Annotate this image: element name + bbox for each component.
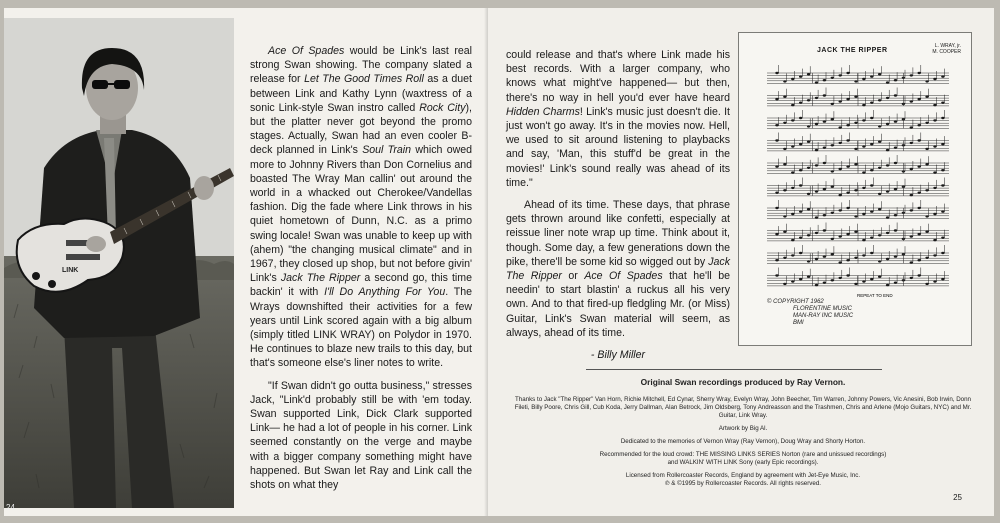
note-head xyxy=(846,259,849,261)
note-head xyxy=(831,186,834,188)
composer-line: L. WRAY, jr. xyxy=(934,43,961,49)
note-head xyxy=(886,123,889,125)
note-head xyxy=(878,99,881,101)
note-head xyxy=(854,148,857,150)
license-line: Licensed from Rollercoaster Records, England by agreement with Jet-Eye Music, Inc. xyxy=(625,472,861,479)
note-head xyxy=(799,102,802,104)
staff xyxy=(767,155,949,174)
italic-title: Hidden Charms xyxy=(506,105,580,118)
note-head xyxy=(799,278,802,280)
note-head xyxy=(807,99,810,101)
text-run: "If Swan didn't go outta business," stresses Jack, "Link'd probably still be with 'em today. Swan supported Link, Dick Clark supported Link— he had a lot of people in his corner. Link seemed constantly on the verge and maybe with a bigger company something might have happened. But Swan let Ray and Link call the shots on what they xyxy=(250,379,472,492)
note-head xyxy=(894,282,897,284)
note-head xyxy=(941,237,944,239)
note-head xyxy=(910,100,913,102)
italic-title: I'll Do Anything For You xyxy=(324,286,446,299)
note-head xyxy=(854,189,857,191)
note-head xyxy=(910,194,913,196)
note-head xyxy=(807,125,810,127)
note-head xyxy=(839,142,842,144)
note-head xyxy=(925,96,928,98)
note-head xyxy=(886,284,889,286)
note-head xyxy=(815,216,818,218)
man-with-guitar-illustration xyxy=(4,18,234,508)
note-head xyxy=(783,215,786,217)
note-head xyxy=(831,118,834,120)
divider xyxy=(586,369,882,370)
note-head xyxy=(839,168,842,170)
note-head xyxy=(933,280,936,282)
note-head xyxy=(823,229,826,231)
note-head xyxy=(807,234,810,236)
note-head xyxy=(799,237,802,239)
note-head xyxy=(846,165,849,167)
note-head xyxy=(925,122,928,124)
note-head xyxy=(775,207,778,209)
note-head xyxy=(854,231,857,233)
note-head xyxy=(941,210,944,212)
handwritten-line: © COPYRIGHT 1962 xyxy=(767,299,824,305)
note-head xyxy=(783,148,786,150)
note-head xyxy=(775,72,778,74)
note-head xyxy=(870,237,873,239)
note-head xyxy=(823,147,826,149)
note-head xyxy=(791,213,794,215)
note-head xyxy=(839,209,842,211)
note-head xyxy=(846,139,849,141)
note-head xyxy=(925,257,928,259)
note-head xyxy=(775,192,778,194)
note-head xyxy=(886,81,889,83)
note-head xyxy=(846,274,849,276)
note-head xyxy=(815,284,818,286)
note-head xyxy=(878,125,881,127)
note-head xyxy=(918,259,921,261)
italic-title: Rock City xyxy=(419,101,466,114)
note-head xyxy=(894,214,897,216)
note-head xyxy=(918,72,921,74)
note-head xyxy=(878,141,881,143)
note-head xyxy=(815,97,818,99)
author-signature: - Billy Miller xyxy=(590,349,646,362)
note-head xyxy=(839,126,842,128)
note-head xyxy=(775,98,778,100)
credits-thanks: Thanks to Jack "The Ripper" Van Horn, Richie Mitchell, Ed Cynar, Sherry Wray, Evelyn Wray, John Beecher, Tim Warren, Johnny Powers, Vic Anesini, Bob Irwin, Donn Fileti, Billy Poore, Chris Gill, Cub Koda, Jerry Dallman, Alan Betrock, Jim Oldsberg, Tony Andreasson and the Trashmen, Chris and Arlene (Mojo Guitars, NYC) and Mr. Guitar, Link Wray. xyxy=(514,396,972,419)
note-head xyxy=(799,210,802,212)
note-head xyxy=(933,119,936,121)
staff xyxy=(767,133,949,152)
note-head xyxy=(910,235,913,237)
credits-heading: Original Swan recordings produced by Ray Vernon. xyxy=(640,377,846,387)
note-head xyxy=(831,253,834,255)
note-head xyxy=(933,254,936,256)
text-run: ), but the platter never got beyond the promo stages. Actually, Swan had an even cooler B-deck planned in Link's xyxy=(250,101,472,157)
note-head xyxy=(823,79,826,81)
note-head xyxy=(870,184,873,186)
note-head xyxy=(878,167,881,169)
note-head xyxy=(862,171,865,173)
note-head xyxy=(799,169,802,171)
note-head xyxy=(791,119,794,121)
note-head xyxy=(870,102,873,104)
note-head xyxy=(783,163,786,165)
note-head xyxy=(933,187,936,189)
note-head xyxy=(854,122,857,124)
note-head xyxy=(933,78,936,80)
note-head xyxy=(775,124,778,126)
note-head xyxy=(910,74,913,76)
note-head xyxy=(894,229,897,231)
note-head xyxy=(783,80,786,82)
text-run: could release and that's where Link made his best records. With a larger company, who knows what might've happened— but then, there's no way in hell you'd ever have heard xyxy=(506,49,730,104)
note-head xyxy=(894,120,897,122)
note-head xyxy=(815,81,818,83)
note-head xyxy=(823,162,826,164)
note-head xyxy=(854,283,857,285)
note-head xyxy=(918,98,921,100)
note-head xyxy=(941,278,944,280)
note-head xyxy=(846,72,849,74)
note-head xyxy=(933,104,936,106)
note-head xyxy=(870,169,873,171)
note-head xyxy=(799,117,802,119)
note-head xyxy=(791,78,794,80)
note-head xyxy=(870,278,873,280)
note-head xyxy=(886,164,889,166)
note-head xyxy=(854,257,857,259)
left-page xyxy=(4,8,488,516)
note-head xyxy=(910,261,913,263)
right-text-column xyxy=(506,48,730,362)
staff xyxy=(767,223,949,242)
note-head xyxy=(941,184,944,186)
credits-recommended xyxy=(514,451,972,467)
staff xyxy=(767,245,949,264)
note-head xyxy=(894,188,897,190)
note-head xyxy=(886,216,889,218)
note-head xyxy=(894,94,897,96)
note-head xyxy=(775,165,778,167)
note-head xyxy=(815,123,818,125)
note-head xyxy=(941,252,944,254)
note-head xyxy=(910,209,913,211)
note-head xyxy=(878,260,881,262)
note-head xyxy=(783,122,786,124)
paragraph xyxy=(250,44,472,371)
note-head xyxy=(894,79,897,81)
note-head xyxy=(925,163,928,165)
page-number: 24 xyxy=(6,503,15,512)
note-head xyxy=(854,80,857,82)
note-head xyxy=(823,94,826,96)
note-head xyxy=(933,145,936,147)
staff xyxy=(767,178,949,197)
note-head xyxy=(815,258,818,260)
note-head xyxy=(831,144,834,146)
note-head xyxy=(815,164,818,166)
note-head xyxy=(925,231,928,233)
note-head xyxy=(925,189,928,191)
note-head xyxy=(878,234,881,236)
note-head xyxy=(925,215,928,217)
note-head xyxy=(831,103,834,105)
note-head xyxy=(886,258,889,260)
text-run: would be Link's last real strong Swan showing. The company slated a release for xyxy=(250,45,472,86)
note-head xyxy=(862,78,865,80)
note-head xyxy=(910,168,913,170)
note-head xyxy=(941,117,944,119)
guitar-label: LINK xyxy=(62,267,79,274)
note-head xyxy=(862,254,865,256)
italic-title: Jack The Ripper xyxy=(506,255,730,283)
note-head xyxy=(918,274,921,276)
note-head xyxy=(862,104,865,106)
note-head xyxy=(862,239,865,241)
note-head xyxy=(775,274,778,276)
note-head xyxy=(839,261,842,263)
text-run: or xyxy=(561,270,585,283)
sheet-music-image xyxy=(738,32,972,346)
handwritten-line: BMI xyxy=(793,320,804,326)
handwritten-line: FLORENTINE MUSIC xyxy=(793,306,853,312)
repeat-mark: REPEAT TO END xyxy=(857,293,893,298)
note-head xyxy=(791,239,794,241)
note-head xyxy=(783,189,786,191)
note-head xyxy=(831,212,834,214)
note-head xyxy=(839,235,842,237)
note-head xyxy=(862,119,865,121)
credits-artwork: Artwork by Big Al. xyxy=(718,425,768,432)
note-head xyxy=(870,75,873,77)
note-head xyxy=(791,254,794,256)
note-head xyxy=(870,210,873,212)
note-head xyxy=(799,75,802,77)
note-head xyxy=(831,77,834,79)
note-head xyxy=(807,167,810,169)
note-head xyxy=(799,252,802,254)
text-run: that he'll be needin' to start blastin' a ruckus all his very own. And to that fired-up fledgling Mr. (or Miss) Guitar, Link's Swan material will seem, as always, ahead of its time. xyxy=(506,270,731,339)
note-head xyxy=(894,255,897,257)
note-head xyxy=(839,100,842,102)
sheet-music-title: JACK THE RIPPER xyxy=(817,47,888,54)
note-head xyxy=(775,233,778,235)
note-head xyxy=(831,170,834,172)
license-line: ℗ & ©1995 by Rollercoaster Records. All rights reserved. xyxy=(665,480,821,487)
credits-license xyxy=(514,472,972,488)
note-head xyxy=(862,280,865,282)
note-head xyxy=(791,171,794,173)
note-head xyxy=(870,143,873,145)
note-head xyxy=(918,124,921,126)
note-head xyxy=(854,215,857,217)
note-head xyxy=(878,193,881,195)
note-head xyxy=(823,255,826,257)
note-head xyxy=(807,73,810,75)
staff xyxy=(767,200,949,219)
note-head xyxy=(918,233,921,235)
note-head xyxy=(783,283,786,285)
note-head xyxy=(791,145,794,147)
note-head xyxy=(839,194,842,196)
note-head xyxy=(823,282,826,284)
note-head xyxy=(846,192,849,194)
italic-title: Let The Good Times Roll xyxy=(304,73,424,86)
note-head xyxy=(846,233,849,235)
note-head xyxy=(815,149,818,151)
note-head xyxy=(910,142,913,144)
note-head xyxy=(807,260,810,262)
note-head xyxy=(846,98,849,100)
staff xyxy=(767,110,949,129)
composer-line: M. COOPER xyxy=(932,49,961,55)
note-head xyxy=(823,188,826,190)
note-head xyxy=(807,193,810,195)
left-text-column xyxy=(250,44,472,500)
note-head xyxy=(918,207,921,209)
note-head xyxy=(933,239,936,241)
note-head xyxy=(783,257,786,259)
note-head xyxy=(918,165,921,167)
note-head xyxy=(854,96,857,98)
recommended-line: and WALKIN' WITH LINK Sony (early Epic recordings). xyxy=(667,459,819,466)
note-head xyxy=(870,252,873,254)
paragraph xyxy=(506,198,730,340)
note-head xyxy=(791,187,794,189)
note-head xyxy=(775,139,778,141)
note-head xyxy=(791,280,794,282)
credits-dedication: Dedicated to the memories of Vernon Wray (Ray Vernon), Doug Wray and Shorty Horton. xyxy=(620,438,866,445)
note-head xyxy=(791,104,794,106)
note-head xyxy=(878,276,881,278)
note-head xyxy=(941,102,944,104)
handwritten-copyright-note xyxy=(767,299,947,327)
note-head xyxy=(846,207,849,209)
note-head xyxy=(815,232,818,234)
note-head xyxy=(918,192,921,194)
note-head xyxy=(807,141,810,143)
paragraph xyxy=(250,379,472,493)
note-head xyxy=(886,232,889,234)
link-wray-photo xyxy=(4,18,234,508)
note-head xyxy=(878,208,881,210)
note-head xyxy=(807,276,810,278)
note-head xyxy=(862,145,865,147)
note-head xyxy=(854,163,857,165)
note-head xyxy=(870,117,873,119)
note-head xyxy=(807,208,810,210)
note-head xyxy=(878,73,881,75)
italic-title: Ace Of Spades xyxy=(268,45,345,57)
note-head xyxy=(839,74,842,76)
note-head xyxy=(783,96,786,98)
note-head xyxy=(775,259,778,261)
note-head xyxy=(941,75,944,77)
text-run: as a duet between Link and Kathy Lynn (waxtress of a sonic Link-style Swan instro called xyxy=(250,73,472,114)
credits-block xyxy=(514,378,972,493)
text-run: which owed more to Johnny Rivers than Don Cornelius and boasted The Wray Man callin' out around the world in a whacked out Cherokee/Vandellas fashion. Dig the fade where Link throws in his quiet hometown of Dunn, N.C. as a primo swing locale! Swan was unable to keep up with (ahem) "the changing musical climate" and in 1967, they closed up shop, but not before givin' Link's xyxy=(250,144,473,285)
text-run: a second go, this time backin' it with xyxy=(250,272,472,299)
note-head xyxy=(886,97,889,99)
staff xyxy=(767,65,949,84)
note-head xyxy=(941,143,944,145)
note-head xyxy=(823,214,826,216)
note-head xyxy=(886,149,889,151)
note-head xyxy=(831,238,834,240)
note-head xyxy=(933,213,936,215)
right-page xyxy=(488,8,994,516)
italic-title: Soul Train xyxy=(362,144,412,157)
note-head xyxy=(933,171,936,173)
staff xyxy=(767,268,949,287)
note-head xyxy=(886,190,889,192)
text-run: ! Link's music just doesn't die. It just won't go away. It's in the movies now. Hell, we used to sit around listening to playbacks and say, 'Man, this stuff'd be great in the movies!' Link's sound really was ahead of its time." xyxy=(506,105,730,189)
note-head xyxy=(799,143,802,145)
text-run: Ahead of its time. These days, that phrase gets thrown around like confetti, especially at reissue liner note wrap up time. Think about it, though. Some day, a few generations down the pike, there'll be some kid so wigged out by xyxy=(506,199,730,268)
handwritten-line: MAN-RAY INC MUSIC xyxy=(793,313,854,319)
note-head xyxy=(894,147,897,149)
note-head xyxy=(799,184,802,186)
note-head xyxy=(894,162,897,164)
note-head xyxy=(862,213,865,215)
italic-title: Ace Of Spades xyxy=(584,270,663,283)
paragraph xyxy=(506,48,730,190)
italic-title: Jack The Ripper xyxy=(280,272,361,285)
note-head xyxy=(925,283,928,285)
note-head xyxy=(815,190,818,192)
note-head xyxy=(862,187,865,189)
text-run: . The Wrays downshifted their activities for a few years until Link scored again with a big album (simply titled LINK WRAY) on Polydor in 1970. He continues to blaze new trails to this day, but that's someone else's liner notes to write. xyxy=(250,286,472,370)
note-head xyxy=(831,279,834,281)
note-head xyxy=(918,139,921,141)
note-head xyxy=(823,120,826,122)
staff xyxy=(767,88,949,107)
note-head xyxy=(925,80,928,82)
note-head xyxy=(910,277,913,279)
recommended-line: Recommended for the loud crowd: THE MISSING LINKS SERIES Norton (rare and unissued recordings) xyxy=(599,451,887,458)
note-head xyxy=(925,148,928,150)
note-head xyxy=(941,169,944,171)
note-head xyxy=(910,126,913,128)
page-number: 25 xyxy=(953,493,962,502)
note-head xyxy=(783,231,786,233)
note-head xyxy=(839,277,842,279)
note-head xyxy=(846,124,849,126)
